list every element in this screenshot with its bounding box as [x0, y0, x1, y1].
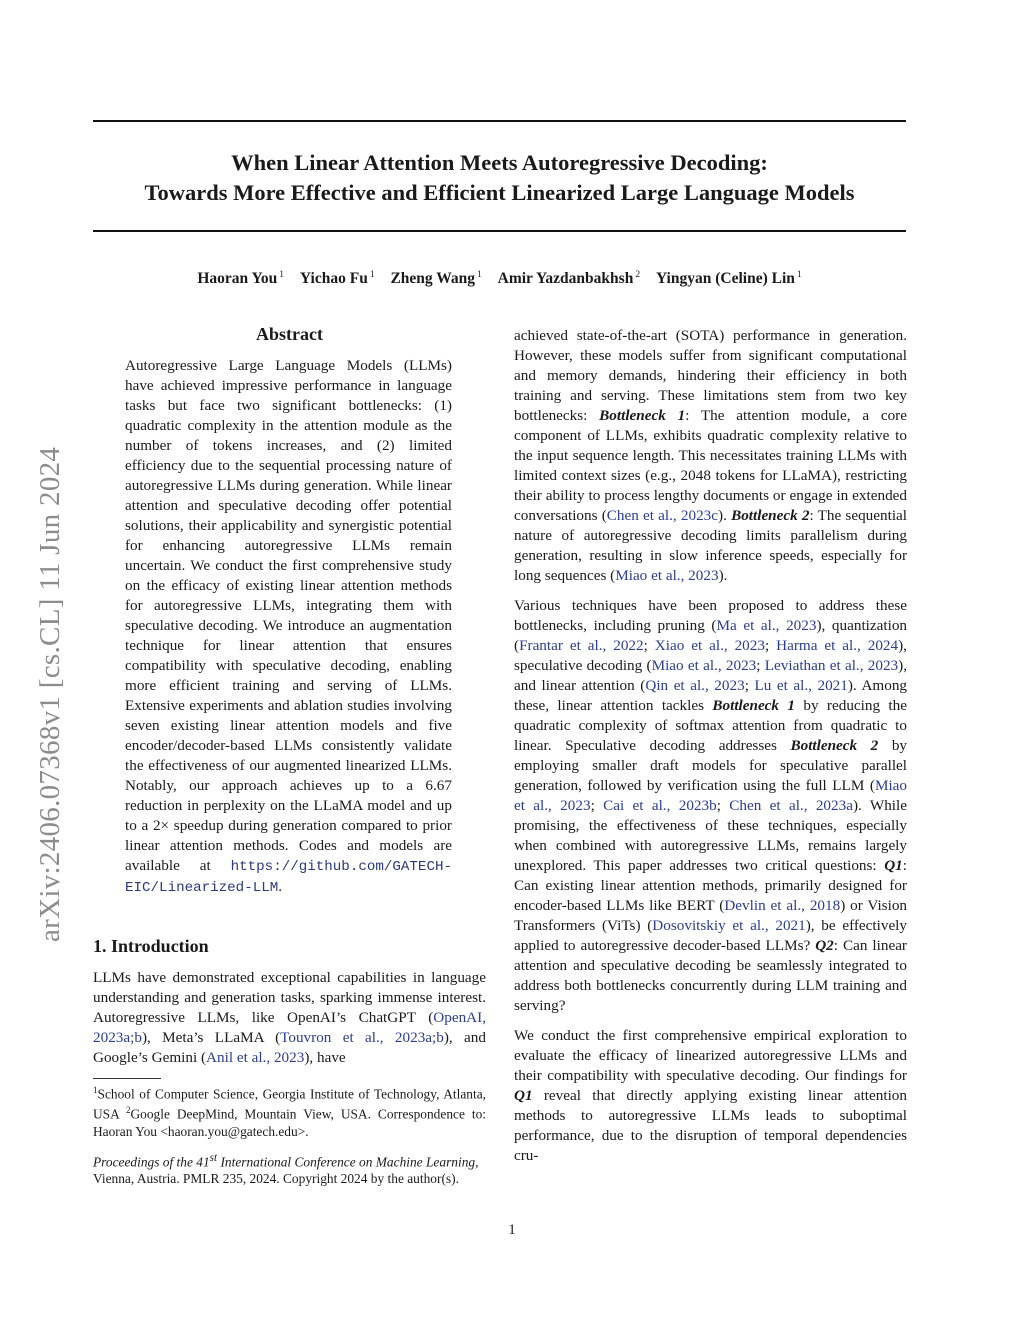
citation-link[interactable]: Cai et al., 2023b: [603, 797, 717, 814]
citation-link[interactable]: Anil et al., 2023: [206, 1049, 305, 1066]
citation-link[interactable]: Ma et al., 2023: [716, 617, 817, 634]
citation-link[interactable]: Lu et al., 2021: [754, 677, 848, 694]
body-paragraph: achieved state-of-the-art (SOTA) performance in generation. However, these models suffer from significant computational and memory demands, hindering their efficiency in both training and serving. These limitations stem from two key bottlenecks: Bottleneck 1: The attention module, a core component of LLMs, exhibits quadratic complexity relative to the input sequence length. This necessitates training LLMs with limited context sizes (e.g., 2048 tokens for LLaMA), restricting their ability to process lengthy documents or engage in extended conversations (Chen et al., 2023c). Bottleneck 2: The sequential nature of autoregressive decoding limits parallelism during generation, resulting in slow inference speeds, especially for long sequences (Miao et al., 2023).: [514, 327, 907, 584]
citation-link[interactable]: Miao et al., 2023: [651, 657, 757, 674]
citation-link[interactable]: OpenAI, 2023a;b: [93, 1009, 486, 1046]
citation-link[interactable]: Chen et al., 2023a: [729, 797, 853, 814]
proceedings-note: Proceedings of the 41st International Conference on Machine Learning, Vienna, Austria. PMLR 235, 2024. Copyright 2024 by the author(s).: [93, 1152, 479, 1187]
citation-link[interactable]: Touvron et al., 2023a;b: [280, 1029, 444, 1046]
citation-link[interactable]: Harma et al., 2024: [776, 637, 899, 654]
footnote-rule: [93, 1078, 161, 1079]
citation-link[interactable]: Leviathan et al., 2023: [764, 657, 899, 674]
code-link[interactable]: https://github.com/GATECH-EIC/Linearized-LLM: [125, 859, 452, 896]
title-line-2: Towards More Effective and Efficient Linearized Large Language Models: [144, 180, 855, 205]
title-top-rule: [93, 120, 906, 122]
citation-link[interactable]: Miao et al., 2023: [615, 567, 719, 584]
abstract-body: Autoregressive Large Language Models (LLMs) have achieved impressive performance in language tasks but face two significant bottlenecks: (1) quadratic complexity in the attention module as the number of tokens increases, and (2) limited efficiency due to the sequential processing nature of autoregressive LLMs during generation. While linear attention and speculative decoding offer potential solutions, their applicability and synergistic potential for enhancing autoregressive LLMs remain uncertain. We conduct the first comprehensive study on the efficacy of existing linear attention methods for autoregressive LLMs, integrating them with speculative decoding. We introduce an augmentation technique for linear attention that ensures compatibility with speculative decoding, enabling more efficient training and serving of LLMs. Extensive experiments and ablation studies involving seven existing linear attention models and five encoder/decoder-based LLMs consistently validate the effectiveness of our augmented linearized LLMs. Notably, our approach achieves up to a 6.67 reduction in perplexity on the LLaMA model and up to a 2× speedup during generation compared to prior linear attention methods. Codes and models are available at https://github.com/GATECH-EIC/Linearized-LLM.: [125, 357, 452, 896]
abstract-heading: Abstract: [256, 324, 323, 344]
citation-link[interactable]: Chen et al., 2023c: [606, 507, 719, 524]
title-bottom-rule: [93, 230, 906, 232]
author: Yichao Fu $^1$: [299, 270, 375, 288]
page-number: 1: [508, 1222, 516, 1238]
arxiv-identifier: arXiv:2406.07368v1 [cs.CL] 11 Jun 2024: [34, 446, 66, 942]
introduction-heading: 1. Introduction: [93, 936, 209, 956]
citation-link[interactable]: Qin et al., 2023: [645, 677, 745, 694]
right-column: [514, 326, 907, 1166]
title-line-1: When Linear Attention Meets Autoregressive Decoding:: [231, 150, 768, 175]
introduction-paragraph: LLMs have demonstrated exceptional capabilities in language understanding and generation tasks, sparking immense interest. Autoregressive LLMs, like OpenAI’s ChatGPT (OpenAI, 2023a;b), Meta’s LLaMA (Touvron et al., 2023a;b), and Google’s Gemini (Anil et al., 2023), have: [93, 969, 486, 1066]
paper-title: [93, 148, 906, 208]
author: Haoran You $^1$: [197, 270, 285, 288]
abstract-text: Autoregressive Large Language Models (LLMs) have achieved impressive performance in language tasks but face two significant bottlenecks: (1) quadratic complexity in the attention module as the number of tokens increases, and (2) limited efficiency due to the sequential processing nature of autoregressive LLMs during generation. While linear attention and speculative decoding offer potential solutions, their applicability and synergistic potential for enhancing autoregressive LLMs remain uncertain. We conduct the first comprehensive study on the efficacy of existing linear attention methods for autoregressive LLMs, integrating them with speculative decoding. We introduce an augmentation technique for linear attention that ensures compatibility with speculative decoding, enabling more efficient training and serving of LLMs. Extensive experiments and ablation studies involving seven existing linear attention models and five encoder/decoder-based LLMs consistently validate the effectiveness of our augmented linearized LLMs. Notably, our approach achieves up to a 6.67 reduction in perplexity on the LLaMA model and up to a 2× speedup during generation compared to prior linear attention methods. Codes and models are available at: [125, 357, 452, 874]
citation-link[interactable]: Dosovitskiy et al., 2021: [652, 917, 806, 934]
citation-link[interactable]: Xiao et al., 2023: [654, 637, 765, 654]
author: Amir Yazdanbakhsh $^2$: [497, 270, 641, 288]
author: Zheng Wang $^1$: [390, 270, 482, 288]
author: Yingyan (Celine) Lin $^1$: [655, 270, 802, 288]
body-paragraph: Various techniques have been proposed to address these bottlenecks, including pruning (Ma et al., 2023), quantization (Frantar et al., 2022; Xiao et al., 2023; Harma et al., 2024), speculative decoding (Miao et al., 2023; Leviathan et al., 2023), and linear attention (Qin et al., 2023; Lu et al., 2021). Among these, linear attention tackles Bottleneck 1 by reducing the quadratic complexity of softmax attention from quadratic to linear. Speculative decoding addresses Bottleneck 2 by employing smaller draft models for speculative parallel generation, followed by verification using the full LLM (Miao et al., 2023; Cai et al., 2023b; Chen et al., 2023a). While promising, the effectiveness of these techniques, especially when combined with autoregressive LLMs, remains largely unexplored. This paper addresses two critical questions: Q1: Can existing linear attention methods, primarily designed for encoder-based LLMs like BERT (Devlin et al., 2018) or Vision Transformers (ViTs) (Dosovitskiy et al., 2021), be effectively applied to autoregressive decoder-based LLMs? Q2: Can linear attention and speculative decoding be seamlessly integrated to address both bottlenecks concurrently during LLM training and serving?: [514, 597, 908, 1014]
citation-link[interactable]: Devlin et al., 2018: [724, 897, 841, 914]
author-list: [93, 264, 906, 290]
body-paragraph: We conduct the first comprehensive empirical exploration to evaluate the efficacy of linearized autoregressive LLMs and their compatibility with speculative decoding. Our findings for Q1 reveal that directly applying existing linear attention methods to autoregressive LLMs leads to suboptimal performance, due to the disruption of temporal dependencies cru-: [514, 1027, 907, 1164]
citation-link[interactable]: Miao et al., 2023: [514, 777, 907, 814]
citation-link[interactable]: Frantar et al., 2022: [519, 637, 644, 654]
affiliation-footnote: $^1$School of Computer Science, Georgia Institute of Technology, Atlanta, USA $^2$Google DeepMind, Mountain View, USA. Correspondence to: Haoran You <haoran.you@gatech.edu>.: [93, 1085, 486, 1139]
